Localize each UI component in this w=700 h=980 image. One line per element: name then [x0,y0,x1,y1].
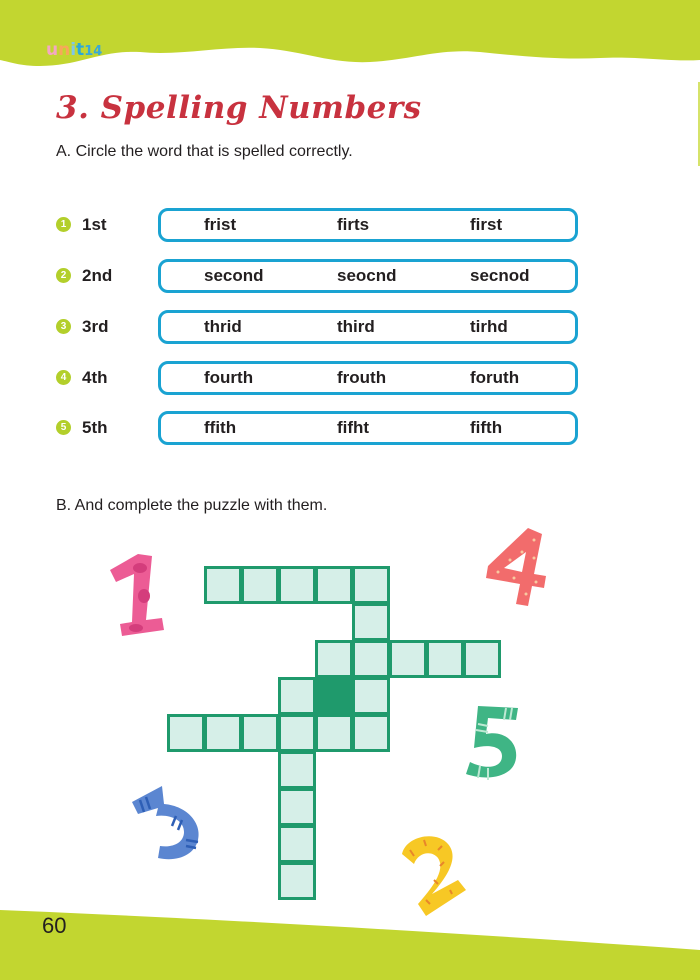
number-one-decoration [100,548,170,638]
puzzle-cell[interactable] [278,751,316,789]
blocked-cell [315,677,353,715]
spelling-row-1 [56,208,580,242]
puzzle-cell[interactable] [204,566,242,604]
instruction-a: A. Circle the word that is spelled correctly. [56,143,353,160]
page-number: 60 [42,913,67,938]
puzzle-cell[interactable] [352,640,390,678]
word-choice[interactable]: second [204,266,264,285]
word-choice[interactable]: tirhd [470,317,508,336]
word-choice[interactable]: secnod [470,266,530,285]
choice-box [158,208,578,242]
top-header-band [0,0,700,80]
puzzle-cell[interactable] [352,714,390,752]
puzzle-cell[interactable] [352,566,390,604]
instruction-b: B. And complete the puzzle with them. [56,497,328,514]
number-four-decoration [478,522,558,610]
puzzle-cell[interactable] [278,825,316,863]
choice-box [158,361,578,395]
puzzle-cell[interactable] [352,677,390,715]
unit-letter-u: u [46,40,59,60]
word-choice[interactable]: fifth [470,418,503,437]
number-badge: 5 [56,420,71,435]
word-choice[interactable]: first [470,215,503,234]
spelling-row-4 [56,361,580,395]
choice-box [158,310,578,344]
unit-letter-i: i [70,40,77,60]
unit-letter-n: n [58,40,71,60]
word-choice[interactable]: foruth [470,368,520,387]
spelling-row-2 [56,259,580,293]
number-badge: 1 [56,217,71,232]
number-badge: 4 [56,370,71,385]
word-choice[interactable]: fifht [337,418,370,437]
choice-box [158,411,578,445]
spelling-row-5 [56,411,580,445]
number-five-decoration [460,700,524,784]
puzzle-cell[interactable] [426,640,464,678]
puzzle-cell[interactable] [241,714,279,752]
puzzle-cell[interactable] [278,677,316,715]
bottom-footer-band [0,910,700,980]
puzzle-cell[interactable] [167,714,205,752]
page-title: 3. Spelling Numbers [56,90,422,126]
puzzle-cell[interactable] [278,862,316,900]
puzzle-cell[interactable] [352,603,390,641]
word-choice[interactable]: frist [204,215,237,234]
puzzle-cell[interactable] [278,566,316,604]
word-choice[interactable]: thrid [204,317,242,336]
word-choice[interactable]: ffith [204,418,237,437]
unit-letter-t: t [76,40,85,60]
puzzle-cell[interactable] [241,566,279,604]
word-choice[interactable]: frouth [337,368,387,387]
puzzle-cell[interactable] [315,640,353,678]
word-choice[interactable]: seocnd [337,266,397,285]
ordinal-label: 1st [82,215,107,234]
puzzle-cell[interactable] [204,714,242,752]
puzzle-cell[interactable] [389,640,427,678]
unit-label [46,40,102,60]
ordinal-label: 5th [82,418,108,437]
ordinal-label: 4th [82,368,108,387]
number-three-decoration [128,780,208,862]
number-two-decoration [396,828,472,918]
unit-number: 14 [84,44,103,59]
number-badge: 3 [56,319,71,334]
puzzle-cell[interactable] [463,640,501,678]
puzzle-cell[interactable] [278,714,316,752]
spelling-row-3 [56,310,580,344]
word-choice[interactable]: fourth [204,368,254,387]
puzzle-cell[interactable] [315,714,353,752]
number-badge: 2 [56,268,71,283]
puzzle-cell[interactable] [315,566,353,604]
puzzle-cell[interactable] [278,788,316,826]
ordinal-label: 2nd [82,266,113,285]
word-choice[interactable]: third [337,317,375,336]
ordinal-label: 3rd [82,317,109,336]
word-choice[interactable]: firts [337,215,370,234]
choice-box [158,259,578,293]
